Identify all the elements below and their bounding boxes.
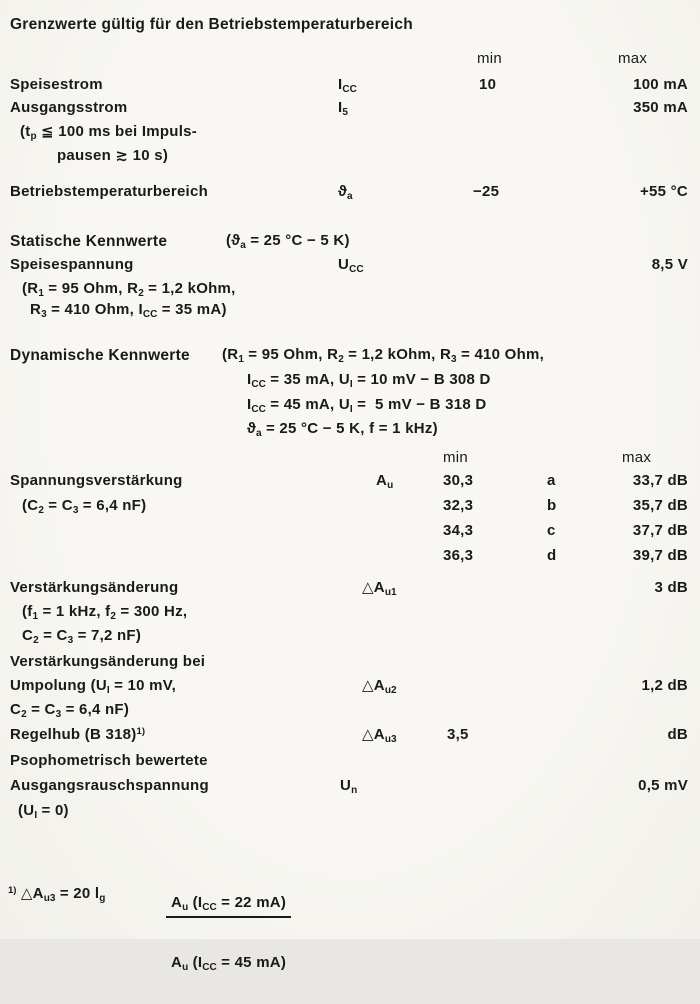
gain-condition: ($C_2 = C_3 = 6,4$ nF): [22, 497, 147, 516]
row-polarity-max: 1,2 dB: [641, 677, 688, 694]
row-regelhub-symbol: $\triangle A_{u3}$: [362, 726, 397, 745]
row-ausgangsstrom-symbol: $I_5$: [338, 99, 348, 118]
row-ausgangsstrom-max: 350 mA: [633, 99, 688, 116]
row-speisespannung-label: Speisespannung: [10, 256, 134, 273]
dynamisch-col-header-max: max: [622, 449, 652, 466]
row-gain-label: Spannungsverstärkung: [10, 472, 183, 489]
statisch-condition-line1: ($R_1 = 95$ Ohm, $R_2 = 1,2$ kOhm,: [22, 280, 236, 299]
gain-variant-b-min: 32,3: [443, 497, 474, 514]
row-noise-max: 0,5 mV: [638, 777, 688, 794]
row-regelhub-label: Regelhub (B 318)$^{1)}$: [10, 726, 145, 743]
gain-variant-a-min: 30,3: [443, 472, 474, 489]
footnote-fraction-numerator: $A_u$ ($I_{CC} = 22$ mA): [166, 895, 291, 918]
row-gain-change-symbol: $\triangle A_{u1}$: [362, 579, 397, 598]
row-noise-symbol: $U_n$: [340, 777, 358, 796]
row-speisestrom-max: 100 mA: [633, 76, 688, 93]
footnote-fraction-denominator: $A_u$ ($I_{CC} = 45$ mA): [171, 953, 287, 973]
row-speisestrom-symbol: $I_{CC}$: [338, 76, 357, 95]
row-regelhub-max: dB: [667, 726, 688, 743]
pulse-condition-line1: ($t_p$ ≦ 100 ms bei Impuls-: [20, 123, 197, 142]
gain-variant-b-group: b: [547, 497, 557, 514]
limits-col-header-max: max: [618, 50, 648, 67]
row-speisespannung-symbol: $U_{CC}$: [338, 256, 364, 275]
row-regelhub-min: 3,5: [447, 726, 469, 743]
statisch-condition-line2: $R_3 = 410$ Ohm, $I_{CC} = 35$ mA): [30, 301, 227, 320]
row-ausgangsstrom-label: Ausgangsstrom: [10, 99, 128, 116]
noise-condition: $(U_I = 0)$: [18, 802, 69, 821]
dynamisch-condition-line2: $I_{CC} = 35$ mA, $U_I = 10$ mV − B 308 D: [247, 371, 491, 390]
row-noise-label-line1: Psophometrisch bewertete: [10, 752, 208, 769]
gain-change-condition-line1: ($f_1 = 1$ kHz, $f_2 = 300$ Hz,: [22, 603, 188, 622]
row-polarity-label-line1: Verstärkungsänderung bei: [10, 653, 206, 670]
row-speisestrom-min: 10: [479, 76, 497, 93]
dynamisch-col-header-min: min: [443, 449, 468, 466]
row-gain-change-max: 3 dB: [654, 579, 688, 596]
row-polarity-symbol: $\triangle A_{u2}$: [362, 677, 397, 696]
footnote-prefix: $^{1)}$ $\triangle A_{u3} = 20$ $l_g$: [8, 885, 106, 904]
dynamisch-title: Dynamische Kennwerte: [10, 347, 190, 364]
row-polarity-label-line2: Umpolung ($U_I = 10$ mV,: [10, 677, 177, 696]
gain-variant-c-min: 34,3: [443, 522, 474, 539]
gain-variant-d-group: d: [547, 547, 557, 564]
row-temp-symbol: $ϑ_a$: [338, 183, 353, 202]
statisch-title: Statische Kennwerte: [10, 233, 168, 250]
row-temp-max: +55 °C: [640, 183, 688, 200]
limits-title: Grenzwerte gültig für den Betriebstemperaturbereich: [10, 16, 413, 33]
gain-variant-c-max: 37,7 dB: [632, 522, 688, 539]
row-gain-symbol: $A_u$: [376, 472, 394, 491]
gain-change-condition-line2: $C_2 = C_3 = 7,2$ nF): [22, 627, 142, 646]
dynamisch-condition-line3: $I_{CC} = 45$ mA, $U_I = 5$ mV − B 318 D: [247, 396, 487, 415]
row-gain-change-label: Verstärkungsänderung: [10, 579, 179, 596]
pulse-condition-line2: pausen ≳ 10 s): [57, 147, 169, 164]
row-speisestrom-label: Speisestrom: [10, 76, 103, 93]
gain-variant-d-min: 36,3: [443, 547, 474, 564]
row-speisespannung-max: 8,5 V: [651, 256, 688, 273]
statisch-title-condition: ($ϑ_a = 25$ °C − 5 K): [226, 232, 350, 251]
dynamisch-condition-line4: $ϑ_a = 25$ °C − 5 K, f = 1 kHz): [247, 420, 438, 439]
gain-variant-b-max: 35,7 dB: [632, 497, 688, 514]
row-noise-label-line2: Ausgangsrauschspannung: [10, 777, 209, 794]
gain-variant-a-max: 33,7 dB: [632, 472, 688, 489]
gain-variant-d-max: 39,7 dB: [632, 547, 688, 564]
gain-variant-c-group: c: [547, 522, 556, 539]
polarity-condition: $C_2 = C_3 = 6,4$ nF): [10, 701, 130, 720]
row-temp-min: −25: [473, 183, 500, 200]
dynamisch-condition-line1: ($R_1 = 95$ Ohm, $R_2 = 1,2$ kOhm, $R_3 = 410$ Ohm,: [222, 346, 544, 365]
footnote-fraction: [166, 862, 291, 1004]
limits-col-header-min: min: [477, 50, 502, 67]
row-temp-label: Betriebstemperaturbereich: [10, 183, 208, 200]
gain-variant-a-group: a: [547, 472, 556, 489]
